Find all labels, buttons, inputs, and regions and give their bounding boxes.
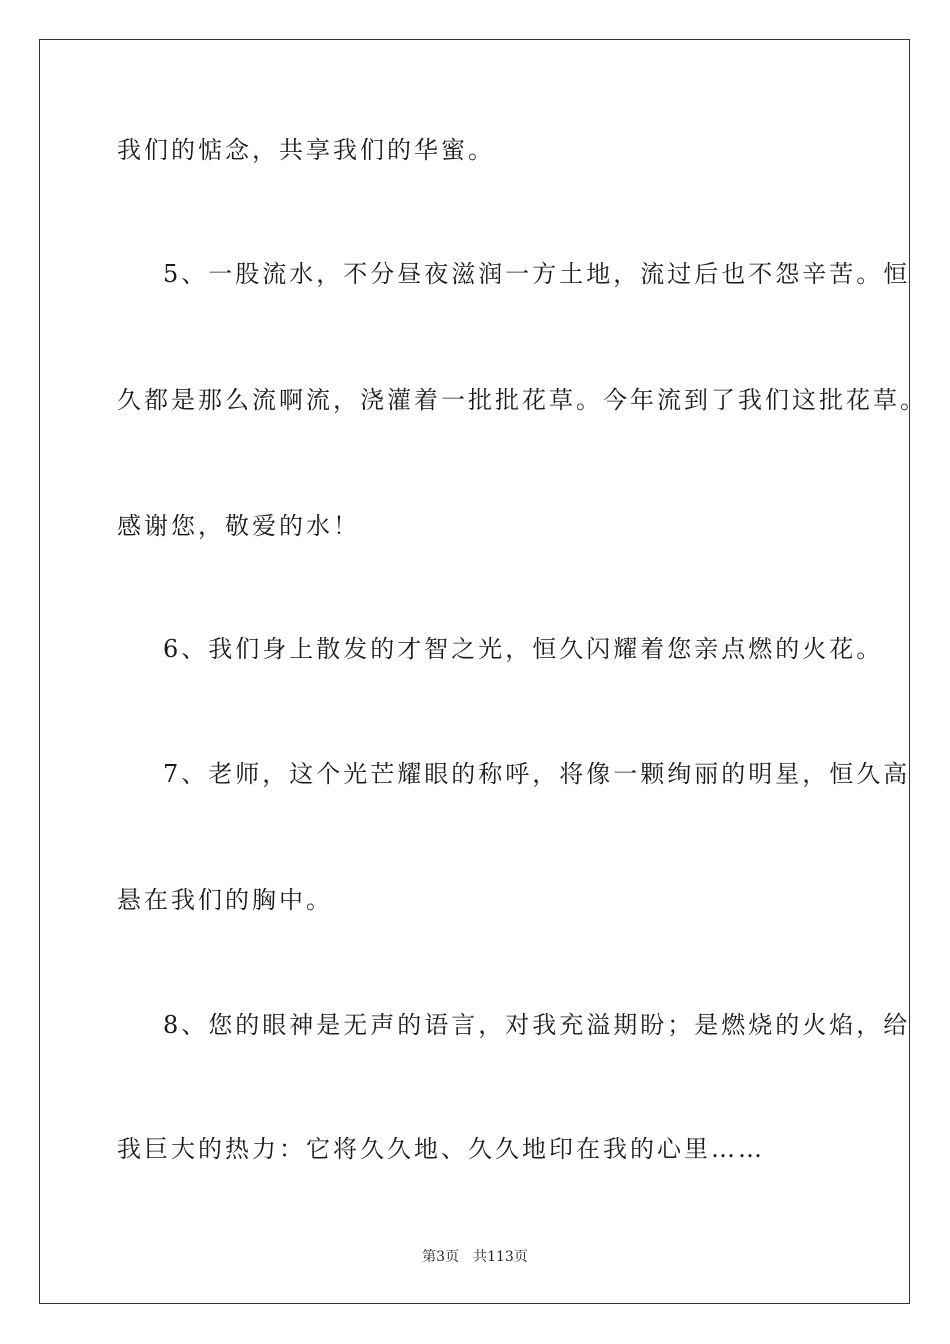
total-pages: 共113页: [473, 1249, 528, 1265]
paragraph-line: 久都是那么流啊流，浇灌着一批批花草。今年流到了我们这批花草。: [117, 386, 927, 414]
paragraph-line: 6、我们身上散发的才智之光，恒久闪耀着您亲点燃的火花。: [163, 635, 884, 663]
paragraph-line: 7、老师，这个光芒耀眼的称呼，将像一颗绚丽的明星，恒久高: [163, 760, 911, 788]
paragraph-line: 5、一股流水，不分昼夜滋润一方土地，流过后也不怨辛苦。恒: [163, 260, 911, 288]
paragraph-line: 我们的惦念，共享我们的华蜜。: [117, 136, 495, 164]
paragraph-line: 感谢您，敬爱的水！: [117, 512, 360, 540]
paragraph-line: 8、您的眼神是无声的语言，对我充溢期盼；是燃烧的火焰，给: [163, 1011, 911, 1039]
page-number: 第3页: [422, 1249, 460, 1265]
page-footer: [0, 1248, 950, 1266]
paragraph-line: 我巨大的热力：它将久久地、久久地印在我的心里……: [117, 1135, 765, 1163]
paragraph-line: 悬在我们的胸中。: [117, 886, 333, 914]
page-frame: [39, 39, 927, 1304]
